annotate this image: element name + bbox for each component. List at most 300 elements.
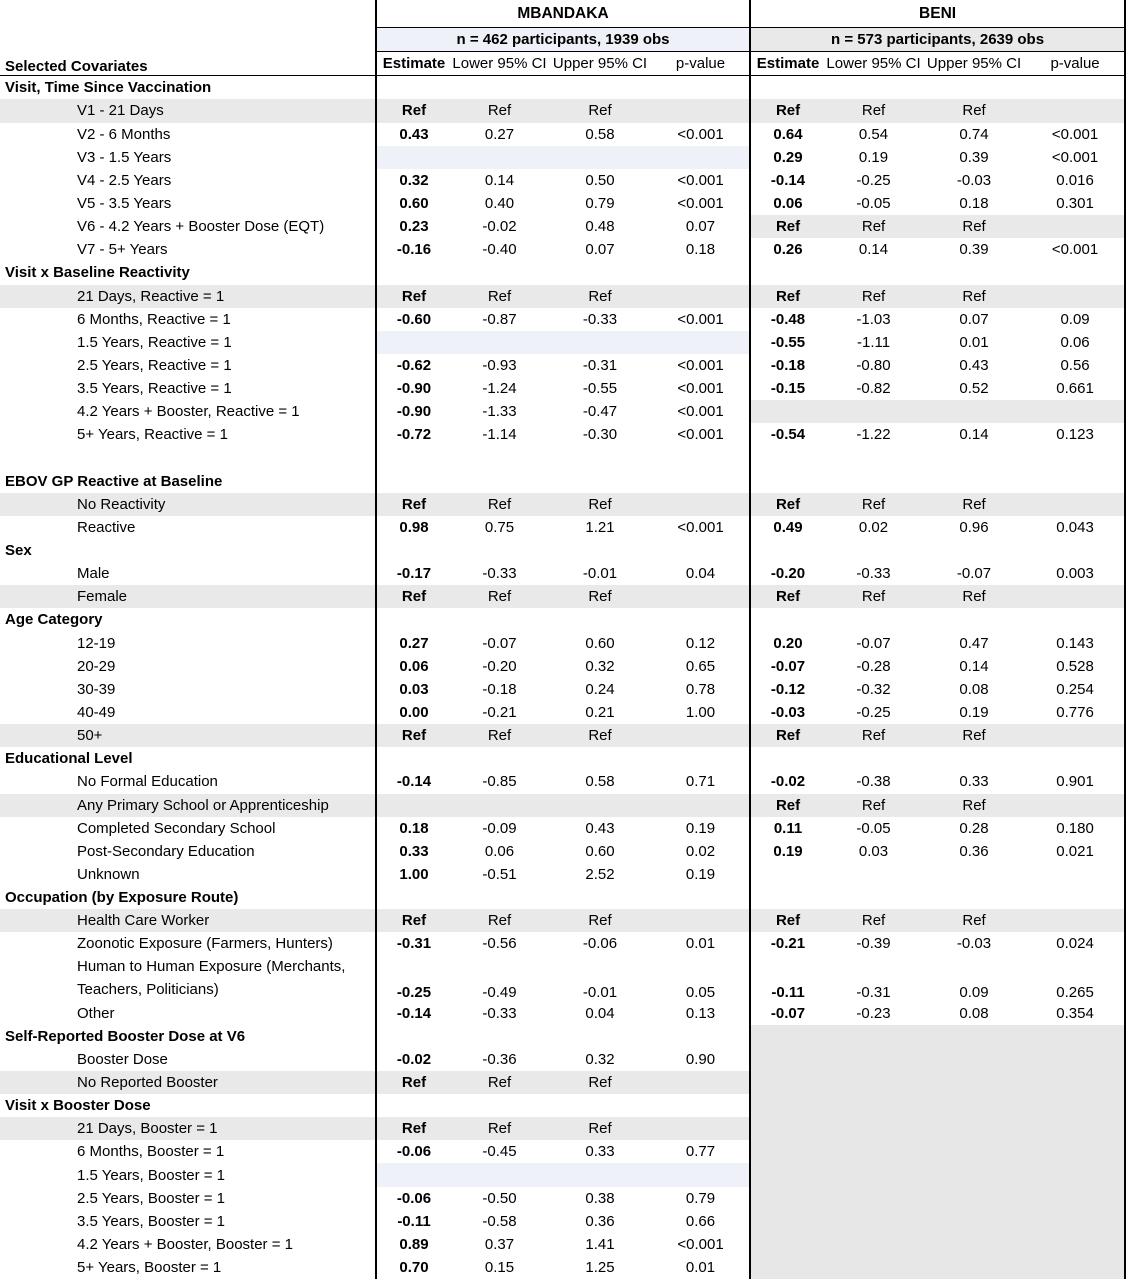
row-label: V1 - 21 Days	[0, 99, 376, 122]
row-label: Any Primary School or Apprenticeship	[0, 794, 376, 817]
beni-cell-pvalue: 0.016	[1026, 169, 1125, 192]
beni-cell-lower	[825, 400, 922, 423]
beni-cell-lower: -0.25	[856, 704, 891, 721]
table-row	[0, 955, 1125, 1001]
table-row	[0, 632, 1125, 655]
mbandaka-cell-lower: -0.51	[482, 865, 517, 883]
row-label: 2.5 Years, Reactive = 1	[77, 357, 232, 375]
mbandaka-cell-upper: -0.55	[582, 380, 618, 398]
mbandaka-cell-lower: Ref	[451, 1117, 548, 1140]
beni-cell-pvalue: 0.180	[1026, 817, 1125, 840]
beni-cell-upper	[922, 1187, 1026, 1210]
mbandaka-cell-upper: 0.04	[585, 1004, 615, 1022]
beni-cell-pvalue: 0.043	[1026, 516, 1125, 539]
beni-cell-upper: 0.09	[959, 984, 989, 1002]
mbandaka-cell-upper: 0.58	[585, 125, 615, 143]
beni-cell-lower: -0.23	[856, 1004, 891, 1022]
beni-cell-pvalue	[1026, 794, 1125, 817]
section-header-row	[0, 470, 1125, 493]
mbandaka-cell-estimate: 0.33	[376, 840, 451, 863]
table-row	[0, 1233, 1125, 1256]
beni-cell-estimate: 0.11	[750, 817, 825, 840]
beni-cell-lower: -0.32	[856, 680, 891, 698]
beni-cell-pvalue	[1026, 215, 1125, 238]
beni-cell-lower: -0.82	[856, 380, 891, 398]
row-label: V5 - 3.5 Years	[77, 195, 172, 213]
row-label: V2 - 6 Months	[77, 125, 171, 143]
mbandaka-cell-pvalue: 0.90	[685, 1050, 716, 1068]
mbandaka-cell-upper: Ref	[548, 909, 652, 932]
row-label: Booster Dose	[77, 1050, 168, 1068]
section-title: EBOV GP Reactive at Baseline	[5, 472, 223, 490]
beni-cell-upper: 0.14	[959, 657, 989, 675]
table-row	[0, 1187, 1125, 1210]
table-row	[0, 400, 1125, 423]
table-row	[0, 840, 1125, 863]
beni-cell-upper	[922, 1233, 1026, 1256]
mbandaka-cell-estimate: Ref	[376, 585, 451, 608]
row-label: Zoonotic Exposure (Farmers, Hunters)	[77, 935, 333, 953]
mbandaka-cell-upper: -0.06	[582, 935, 618, 953]
section-header-row	[0, 76, 1125, 100]
mbandaka-cell-pvalue	[652, 1163, 750, 1186]
mbandaka-cell-pvalue: <0.001	[677, 125, 724, 143]
beni-cell-estimate	[750, 1117, 825, 1140]
section-header-row	[0, 1025, 1125, 1048]
row-label: Health Care Worker	[0, 909, 376, 932]
mbandaka-cell-lower: -0.20	[482, 657, 517, 675]
mbandaka-cell-lower: -0.45	[482, 1143, 517, 1161]
table-row	[0, 423, 1125, 446]
beni-cell-pvalue	[1026, 1163, 1125, 1186]
beni-cell-upper	[922, 1210, 1026, 1233]
beni-cell-pvalue: 0.661	[1026, 377, 1125, 400]
beni-cell-lower: Ref	[825, 724, 922, 747]
beni-cell-lower	[825, 1210, 922, 1233]
mbandaka-cell-pvalue: 0.77	[685, 1143, 716, 1161]
beni-cell-lower: -0.80	[856, 357, 891, 375]
beni-cell-pvalue	[1026, 400, 1125, 423]
beni-cell-lower	[825, 1187, 922, 1210]
beni-cell-upper: Ref	[922, 215, 1026, 238]
col-p-b: p-value	[1026, 52, 1125, 76]
beni-cell-estimate: -0.02	[750, 770, 825, 793]
beni-cell-estimate: -0.18	[750, 354, 825, 377]
mbandaka-cell-upper	[548, 146, 652, 169]
mbandaka-cell-pvalue: 0.07	[685, 218, 716, 236]
mbandaka-cell-pvalue: 0.05	[685, 984, 716, 1002]
beni-cell-upper: 0.33	[959, 773, 989, 791]
table-row	[0, 1163, 1125, 1186]
beni-cell-upper: 0.14	[959, 426, 989, 444]
mbandaka-cell-lower: -0.07	[482, 634, 517, 652]
mbandaka-cell-pvalue: 0.71	[685, 773, 716, 791]
section-title: Self-Reported Booster Dose at V6	[5, 1027, 246, 1045]
mbandaka-cell-lower: -0.18	[482, 680, 517, 698]
beni-cell-upper: -0.07	[956, 565, 992, 583]
beni-cell-pvalue	[1026, 1117, 1125, 1140]
mbandaka-cell-lower: Ref	[451, 99, 548, 122]
beni-cell-pvalue: 0.143	[1026, 632, 1125, 655]
mbandaka-cell-estimate: Ref	[376, 1071, 451, 1094]
mbandaka-cell-pvalue: 0.12	[685, 634, 716, 652]
beni-cell-upper	[922, 1256, 1026, 1279]
beni-cell-upper: 0.18	[959, 195, 989, 213]
section-header-row	[0, 1094, 1125, 1117]
beni-cell-upper	[922, 1163, 1026, 1186]
beni-cell-lower: 0.03	[858, 842, 889, 860]
mbandaka-cell-upper: 0.32	[585, 1050, 615, 1068]
mbandaka-cell-upper: 0.24	[585, 680, 615, 698]
beni-cell-estimate: Ref	[750, 794, 825, 817]
mbandaka-cell-lower: -0.09	[482, 819, 517, 837]
row-label: Female	[0, 585, 376, 608]
mbandaka-cell-pvalue	[652, 909, 750, 932]
beni-cell-upper	[922, 1071, 1026, 1094]
row-label: 5+ Years, Reactive = 1	[77, 426, 228, 444]
mbandaka-cell-lower: -0.85	[482, 773, 517, 791]
mbandaka-cell-estimate: 0.43	[376, 123, 451, 146]
beni-cell-pvalue: 0.301	[1026, 192, 1125, 215]
beni-cell-pvalue: 0.09	[1026, 308, 1125, 331]
beni-cell-estimate	[750, 400, 825, 423]
mbandaka-cell-estimate: -0.16	[376, 238, 451, 261]
mbandaka-cell-lower: Ref	[451, 493, 548, 516]
mbandaka-cell-estimate	[376, 1163, 451, 1186]
beni-cell-upper: 0.19	[959, 704, 989, 721]
mbandaka-cell-estimate: -0.62	[376, 354, 451, 377]
mbandaka-cell-upper: Ref	[548, 1117, 652, 1140]
beni-cell-estimate: 0.49	[750, 516, 825, 539]
mbandaka-cell-estimate: 1.00	[376, 863, 451, 886]
section-header-row	[0, 747, 1125, 770]
beni-cell-pvalue: <0.001	[1026, 238, 1125, 261]
beni-cell-lower: -0.28	[856, 657, 891, 675]
beni-cell-estimate: Ref	[750, 285, 825, 308]
mbandaka-cell-upper: 0.50	[585, 171, 615, 189]
row-label: 3.5 Years, Reactive = 1	[77, 380, 232, 398]
mbandaka-cell-upper: 0.60	[585, 842, 615, 860]
mbandaka-cell-lower: 0.06	[484, 842, 515, 860]
mbandaka-cell-estimate: Ref	[376, 1117, 451, 1140]
row-label: 4.2 Years + Booster, Reactive = 1	[77, 403, 300, 421]
mbandaka-cell-lower: Ref	[451, 585, 548, 608]
beni-cell-upper: -0.03	[956, 935, 992, 953]
sample-size-row	[0, 28, 1125, 52]
mbandaka-cell-lower: 0.40	[484, 195, 515, 213]
table-row	[0, 1048, 1125, 1071]
mbandaka-cell-upper: Ref	[548, 493, 652, 516]
mbandaka-cell-pvalue: 0.78	[685, 680, 716, 698]
beni-cell-estimate: 0.26	[750, 238, 825, 261]
mbandaka-cell-estimate: -0.31	[376, 932, 451, 955]
mbandaka-cell-lower: -1.24	[482, 380, 517, 398]
mbandaka-cell-lower	[451, 1163, 548, 1186]
beni-cell-estimate: -0.54	[750, 423, 825, 446]
beni-cell-pvalue: 0.254	[1026, 678, 1125, 701]
beni-cell-upper: 0.08	[959, 680, 989, 698]
beni-cell-lower	[825, 1233, 922, 1256]
beni-cell-pvalue: 0.776	[1026, 701, 1125, 724]
spacer-row	[0, 447, 1125, 470]
mbandaka-cell-upper: -0.01	[582, 565, 618, 583]
table-row	[0, 354, 1125, 377]
beni-cell-estimate: Ref	[750, 909, 825, 932]
mbandaka-cell-pvalue	[652, 1071, 750, 1094]
beni-cell-upper: 0.52	[959, 380, 989, 398]
section-title: Visit x Baseline Reactivity	[5, 264, 190, 282]
beni-cell-estimate: Ref	[750, 215, 825, 238]
beni-cell-upper: 0.43	[959, 357, 989, 375]
beni-cell-lower: -1.11	[856, 333, 891, 351]
mbandaka-cell-upper: Ref	[548, 724, 652, 747]
row-label: V7 - 5+ Years	[77, 241, 168, 259]
mbandaka-cell-pvalue: 0.13	[685, 1004, 716, 1022]
mbandaka-cell-lower: 0.14	[484, 171, 515, 189]
mbandaka-cell-upper: 0.48	[585, 218, 615, 236]
mbandaka-cell-estimate: Ref	[376, 285, 451, 308]
beni-cell-lower: 0.02	[858, 518, 889, 536]
mbandaka-cell-pvalue: 0.65	[685, 657, 716, 675]
beni-cell-upper: Ref	[922, 493, 1026, 516]
beni-cell-upper	[922, 1117, 1026, 1140]
beni-cell-upper: 0.47	[959, 634, 989, 652]
beni-cell-lower: Ref	[825, 585, 922, 608]
site-mbandaka: MBANDAKA	[376, 0, 750, 28]
mbandaka-cell-pvalue	[652, 794, 750, 817]
mbandaka-cell-estimate: 0.89	[376, 1233, 451, 1256]
mbandaka-cell-pvalue	[652, 331, 750, 354]
beni-cell-estimate: Ref	[750, 724, 825, 747]
mbandaka-cell-pvalue: 0.02	[685, 842, 716, 860]
mbandaka-cell-pvalue: <0.001	[677, 310, 724, 328]
table-row	[0, 562, 1125, 585]
table-row	[0, 377, 1125, 400]
beni-cell-pvalue	[1026, 863, 1125, 886]
beni-cell-lower	[825, 1071, 922, 1094]
section-header-row	[0, 539, 1125, 562]
mbandaka-cell-lower: 0.37	[484, 1235, 515, 1253]
mbandaka-cell-lower	[451, 331, 548, 354]
beni-cell-upper	[922, 1048, 1026, 1071]
beni-cell-lower	[825, 1163, 922, 1186]
mbandaka-cell-lower: -0.36	[482, 1050, 517, 1068]
table-row	[0, 701, 1125, 724]
col-upper-m: Upper 95% CI	[548, 52, 652, 76]
mbandaka-cell-lower: Ref	[451, 724, 548, 747]
beni-cell-pvalue	[1026, 1210, 1125, 1233]
table-row	[0, 770, 1125, 793]
beni-cell-estimate: 0.19	[750, 840, 825, 863]
section-title: Occupation (by Exposure Route)	[5, 889, 239, 907]
row-label: Completed Secondary School	[77, 819, 276, 837]
row-label: 6 Months, Booster = 1	[77, 1143, 225, 1161]
row-label: No Reactivity	[0, 493, 376, 516]
beni-cell-lower: Ref	[825, 215, 922, 238]
mbandaka-cell-upper: -0.30	[582, 426, 618, 444]
mbandaka-cell-lower: 0.75	[484, 518, 515, 536]
beni-cell-lower: -0.31	[856, 984, 891, 1002]
table-row	[0, 724, 1125, 747]
site-beni: BENI	[750, 0, 1125, 28]
mbandaka-cell-lower: -0.50	[482, 1189, 517, 1207]
beni-cell-lower: 0.19	[858, 148, 889, 166]
beni-cell-pvalue	[1026, 285, 1125, 308]
mbandaka-cell-estimate	[376, 794, 451, 817]
table-row	[0, 493, 1125, 516]
mbandaka-cell-estimate: 0.98	[376, 516, 451, 539]
beni-cell-pvalue	[1026, 909, 1125, 932]
mbandaka-cell-lower: -0.02	[482, 218, 517, 236]
mbandaka-cell-pvalue: 0.04	[685, 565, 716, 583]
mbandaka-cell-upper: Ref	[548, 99, 652, 122]
mbandaka-cell-upper: -0.01	[582, 984, 618, 1002]
beni-cell-estimate	[750, 1048, 825, 1071]
beni-cell-pvalue	[1026, 1140, 1125, 1163]
beni-cell-lower: -1.03	[856, 310, 891, 328]
beni-cell-lower: Ref	[825, 99, 922, 122]
mbandaka-cell-upper: 0.43	[585, 819, 615, 837]
mbandaka-cell-lower: 0.27	[484, 125, 515, 143]
beni-cell-pvalue: 0.901	[1026, 770, 1125, 793]
beni-cell-lower	[825, 1048, 922, 1071]
mbandaka-cell-upper: 0.38	[585, 1189, 615, 1207]
mbandaka-cell-estimate: 0.32	[376, 169, 451, 192]
beni-cell-pvalue: 0.06	[1026, 331, 1125, 354]
table-row	[0, 308, 1125, 331]
table-row	[0, 909, 1125, 932]
mbandaka-cell-pvalue: <0.001	[677, 357, 724, 375]
beni-cell-estimate: Ref	[750, 99, 825, 122]
beni-cell-pvalue	[1026, 1048, 1125, 1071]
mbandaka-cell-upper: -0.47	[582, 403, 618, 421]
mbandaka-cell-estimate	[376, 331, 451, 354]
mbandaka-cell-upper: 0.32	[585, 657, 615, 675]
mbandaka-cell-estimate: 0.27	[376, 632, 451, 655]
mbandaka-cell-upper: Ref	[548, 585, 652, 608]
beni-cell-estimate	[750, 1233, 825, 1256]
table-row	[0, 678, 1125, 701]
mbandaka-cell-estimate: -0.11	[376, 1210, 451, 1233]
mbandaka-cell-lower	[451, 794, 548, 817]
beni-cell-upper: Ref	[922, 99, 1026, 122]
table-row	[0, 1256, 1125, 1279]
table-row	[0, 331, 1125, 354]
beni-cell-upper: 0.28	[959, 819, 989, 837]
mbandaka-cell-estimate: Ref	[376, 724, 451, 747]
mbandaka-cell-estimate: 0.70	[376, 1256, 451, 1279]
beni-cell-lower: -0.33	[856, 565, 891, 583]
beni-cell-estimate: -0.55	[750, 331, 825, 354]
mbandaka-cell-pvalue: <0.001	[677, 380, 724, 398]
section-header-row	[0, 886, 1125, 909]
mbandaka-cell-pvalue: <0.001	[677, 195, 724, 213]
mbandaka-cell-estimate: Ref	[376, 493, 451, 516]
mbandaka-cell-pvalue: <0.001	[677, 1235, 724, 1253]
beni-cell-upper: 0.36	[959, 842, 989, 860]
col-lower-b: Lower 95% CI	[825, 52, 922, 76]
beni-cell-lower: -1.22	[856, 426, 891, 444]
row-label: Post-Secondary Education	[77, 842, 255, 860]
beni-cell-pvalue: 0.354	[1026, 1001, 1125, 1024]
section-header-row	[0, 608, 1125, 631]
row-label: 6 Months, Reactive = 1	[77, 310, 231, 328]
mbandaka-cell-pvalue: 0.01	[685, 1259, 716, 1277]
beni-cell-pvalue: 0.265	[1026, 955, 1125, 1001]
mbandaka-cell-upper	[548, 1163, 652, 1186]
beni-cell-estimate: -0.20	[750, 562, 825, 585]
sample-size-mbandaka: n = 462 participants, 1939 obs	[376, 28, 750, 52]
beni-cell-upper: 0.74	[959, 125, 989, 143]
beni-cell-estimate	[750, 1163, 825, 1186]
beni-cell-lower: -0.07	[856, 634, 891, 652]
row-label: Human to Human Exposure (Merchants, Teachers, Politicians)	[77, 958, 346, 999]
mbandaka-cell-lower: -1.14	[482, 426, 517, 444]
row-label: 21 Days, Reactive = 1	[0, 285, 376, 308]
row-label: V6 - 4.2 Years + Booster Dose (EQT)	[77, 218, 325, 236]
row-label: Reactive	[77, 518, 136, 536]
mbandaka-cell-pvalue	[652, 1117, 750, 1140]
mbandaka-cell-upper: 0.36	[585, 1212, 615, 1230]
mbandaka-cell-lower: -0.33	[482, 565, 517, 583]
mbandaka-cell-pvalue	[652, 146, 750, 169]
mbandaka-cell-pvalue: <0.001	[677, 426, 724, 444]
beni-cell-lower	[825, 1140, 922, 1163]
mbandaka-cell-pvalue	[652, 724, 750, 747]
beni-cell-estimate: 0.64	[750, 123, 825, 146]
mbandaka-cell-upper: 1.25	[585, 1259, 615, 1277]
mbandaka-cell-pvalue	[652, 585, 750, 608]
beni-cell-pvalue	[1026, 1256, 1125, 1279]
beni-cell-estimate	[750, 1256, 825, 1279]
mbandaka-cell-lower	[451, 146, 548, 169]
mbandaka-cell-pvalue: 0.18	[685, 241, 716, 259]
beni-cell-upper: 0.01	[959, 333, 989, 351]
beni-cell-upper: Ref	[922, 285, 1026, 308]
mbandaka-cell-estimate: 0.03	[376, 678, 451, 701]
mbandaka-cell-lower: -0.58	[482, 1212, 517, 1230]
beni-cell-lower: -0.25	[856, 171, 891, 189]
mbandaka-cell-pvalue: 0.79	[685, 1189, 716, 1207]
table-row	[0, 1210, 1125, 1233]
beni-cell-lower: 0.54	[858, 125, 889, 143]
section-title: Sex	[5, 542, 32, 560]
row-label: 1.5 Years, Booster = 1	[77, 1166, 226, 1184]
mbandaka-cell-pvalue	[652, 285, 750, 308]
beni-cell-estimate: -0.03	[750, 701, 825, 724]
beni-cell-estimate: Ref	[750, 585, 825, 608]
mbandaka-cell-pvalue: 0.01	[685, 935, 716, 953]
beni-cell-upper	[922, 400, 1026, 423]
beni-cell-upper: Ref	[922, 724, 1026, 747]
mbandaka-cell-estimate: 0.60	[376, 192, 451, 215]
mbandaka-cell-estimate: Ref	[376, 99, 451, 122]
beni-cell-pvalue	[1026, 1233, 1125, 1256]
beni-cell-pvalue	[1026, 1187, 1125, 1210]
beni-cell-estimate	[750, 863, 825, 886]
beni-cell-lower: Ref	[825, 794, 922, 817]
mbandaka-cell-estimate: Ref	[376, 909, 451, 932]
row-label: No Formal Education	[77, 773, 218, 791]
mbandaka-cell-estimate: -0.06	[376, 1140, 451, 1163]
row-label: 5+ Years, Booster = 1	[77, 1259, 222, 1277]
beni-cell-estimate	[750, 1187, 825, 1210]
table-row	[0, 169, 1125, 192]
col-estimate-b: Estimate	[750, 52, 825, 76]
col-p-m: p-value	[652, 52, 750, 76]
row-label: 12-19	[77, 634, 116, 652]
covariates-header: Selected Covariates	[0, 52, 376, 76]
